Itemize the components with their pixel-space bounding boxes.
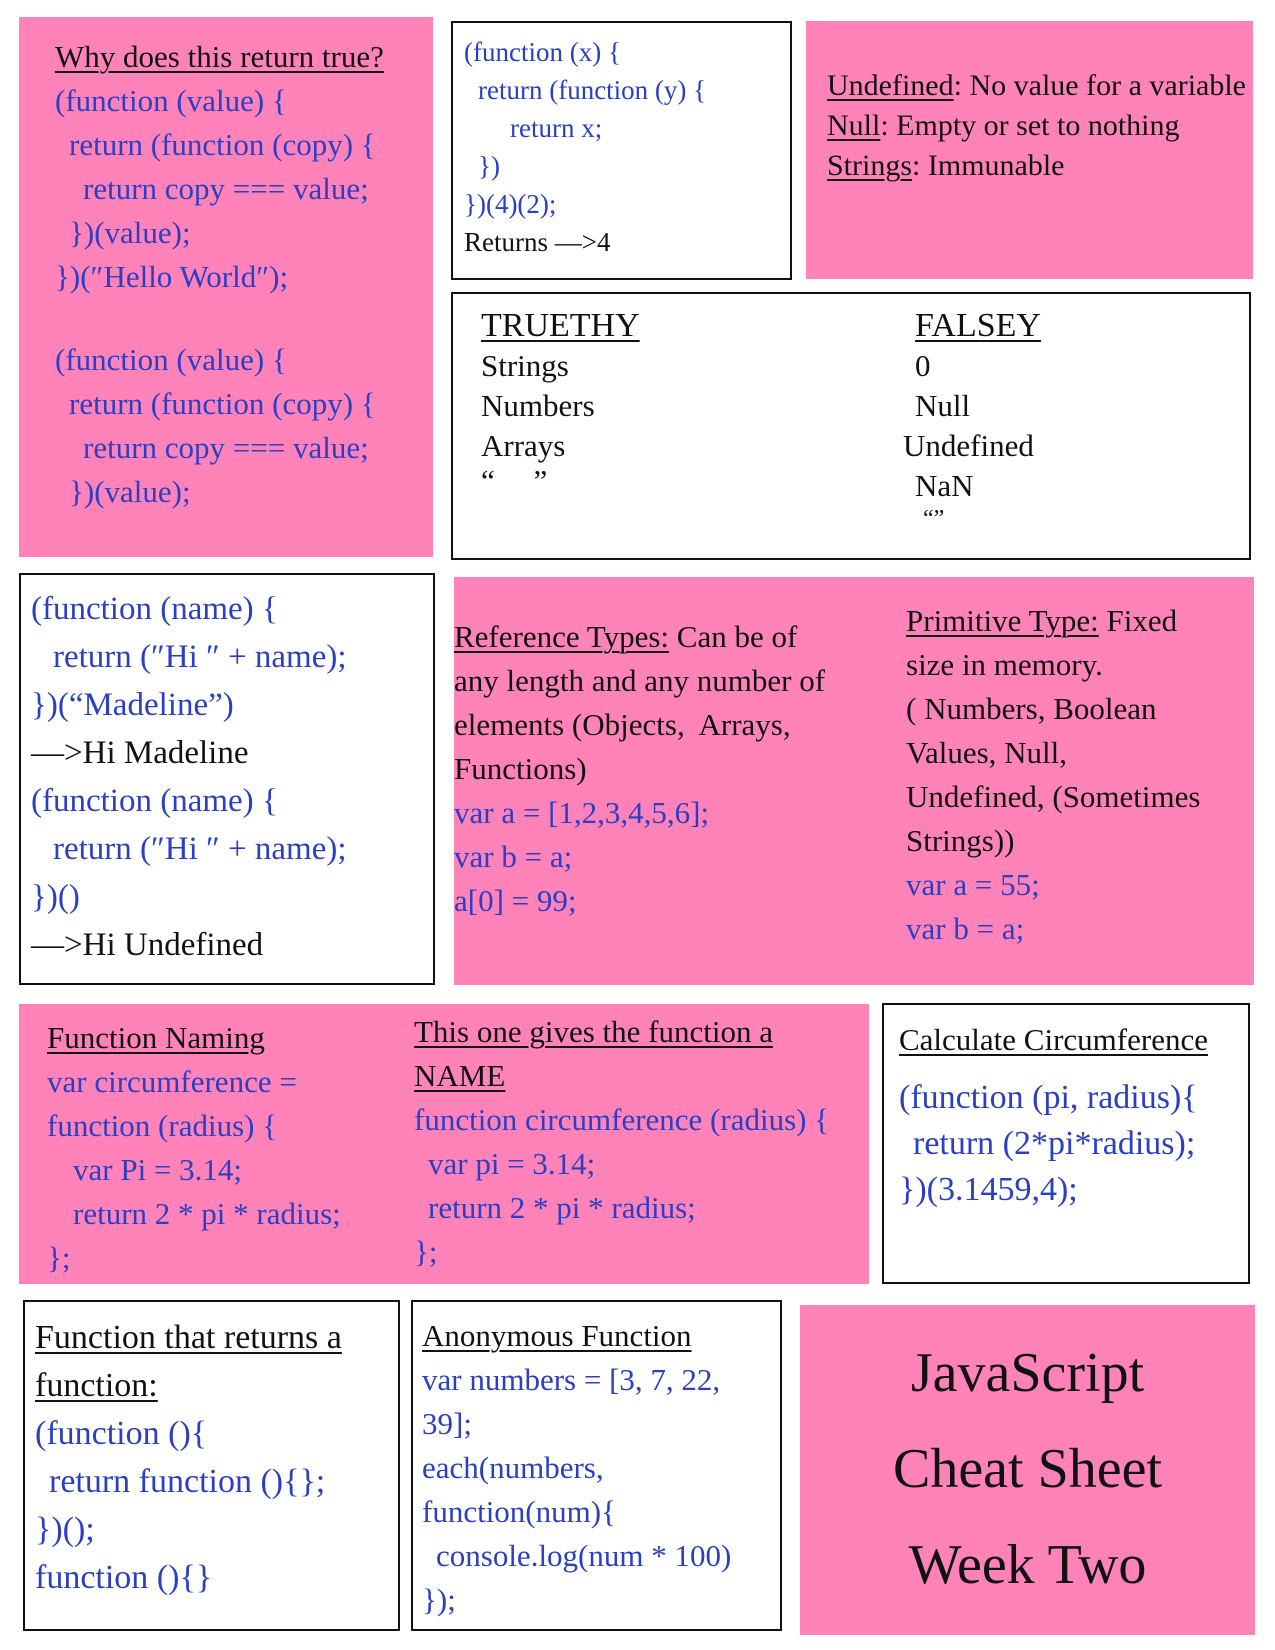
truthy-item: Strings (481, 348, 569, 383)
definition-item (827, 146, 1253, 186)
code-line: each(numbers, (422, 1450, 604, 1485)
definition-term: Undefined (827, 69, 954, 102)
page-subtitle: Cheat Sheet (892, 1438, 1163, 1500)
code-line: }) (478, 151, 500, 181)
truthy-item: Arrays (481, 428, 566, 463)
function-naming-title: Function Naming (47, 1020, 265, 1055)
code-line: 39]; (422, 1406, 472, 1441)
code-line: return copy === value; (83, 430, 369, 465)
code-line: function(num){ (422, 1494, 616, 1529)
code-line: }; (414, 1234, 438, 1269)
primitive-type-text: Values, Null, (906, 735, 1068, 770)
falsey-item: Null (915, 388, 971, 423)
code-line: })(4)(2); (464, 189, 557, 219)
code-line: })(″Hello World″); (55, 259, 289, 294)
falsey-item: NaN (915, 468, 974, 503)
calculate-circumference-panel (882, 1003, 1250, 1284)
code-line: (function (pi, radius){ (899, 1079, 1198, 1116)
result-text: function (){} (35, 1559, 213, 1596)
code-line: (function (value) { (55, 342, 287, 377)
result-text: Returns —>4 (464, 227, 611, 257)
function-returns-function-panel (23, 1300, 400, 1631)
name-function-panel (19, 573, 435, 985)
code-line: (function (name) { (31, 591, 278, 627)
code-line: return (″Hi ″ + name); (53, 639, 347, 675)
definition-term: Strings (827, 149, 913, 182)
reference-types-title: Reference Types: (454, 619, 670, 654)
code-line: var a = [1,2,3,4,5,6]; (454, 795, 710, 830)
code-line: (function (value) { (55, 83, 287, 118)
anonymous-function-panel (411, 1300, 782, 1631)
definition-text: : Immunable (912, 149, 1065, 182)
primitive-type-text: ( Numbers, Boolean (906, 691, 1157, 726)
panel-heading: Function that returns a (35, 1319, 342, 1356)
code-line: var a = 55; (906, 867, 1040, 902)
panel-heading: Calculate Circumference (899, 1022, 1208, 1057)
code-line: var Pi = 3.14; (73, 1152, 243, 1187)
falsey-item: 0 (915, 348, 931, 383)
definition-text: : Empty or set to nothing (880, 109, 1180, 142)
primitive-type-column (906, 599, 1200, 951)
primitive-type-text: Primitive Type: Fixed (906, 603, 1178, 638)
code-line: })(value); (69, 474, 191, 509)
truthy-falsey-panel (451, 292, 1251, 560)
code-line: var pi = 3.14; (428, 1146, 596, 1181)
types-panel (454, 577, 1254, 985)
why-true-panel (19, 17, 433, 557)
truthy-item: Numbers (481, 388, 595, 423)
code-line: return 2 * pi * radius; (428, 1190, 696, 1225)
code-line: (function (name) { (31, 783, 278, 819)
code-line: }; (47, 1240, 71, 1275)
definitions-panel (806, 21, 1253, 279)
code-line: a[0] = 99; (454, 883, 577, 918)
definition-item (827, 106, 1253, 146)
panel-heading: function: (35, 1367, 158, 1404)
panel-heading: Why does this return true? (55, 39, 384, 74)
code-line: return (2*pi*radius); (913, 1125, 1196, 1162)
falsey-item: “” (923, 506, 945, 532)
truthy-column (481, 306, 640, 496)
falsey-item: Undefined (903, 428, 1034, 463)
code-line: })() (31, 879, 80, 915)
page-subtitle: Week Two (908, 1534, 1147, 1596)
panel-heading: Anonymous Function (422, 1318, 692, 1353)
code-line: return copy === value; (83, 171, 369, 206)
code-line: var b = a; (454, 839, 573, 874)
code-line: return 2 * pi * radius; (73, 1196, 341, 1231)
reference-types-text: Reference Types: Can be of (454, 619, 798, 654)
primitive-type-text: size in memory. (906, 647, 1103, 682)
code-line: (function (x) { (464, 37, 621, 67)
definition-term: Null (827, 109, 881, 142)
reference-types-text: any length and any number of (454, 663, 826, 698)
code-line: return (function (copy) { (69, 386, 376, 421)
function-naming-column (47, 1016, 341, 1280)
code-line: function (radius) { (47, 1108, 278, 1143)
code-line: }); (422, 1582, 456, 1617)
reference-types-text: elements (Objects, Arrays, (454, 707, 791, 742)
code-line: return (″Hi ″ + name); (53, 831, 347, 867)
falsey-title: FALSEY (915, 307, 1041, 344)
code-line: return (function (y) { (478, 75, 707, 105)
code-line: return x; (510, 113, 603, 143)
named-function-title: NAME (414, 1058, 506, 1093)
page-title: JavaScript (910, 1342, 1145, 1404)
code-line: return function (){}; (49, 1463, 326, 1500)
code-line: var circumference = (47, 1064, 297, 1099)
result-text: —>Hi Undefined (31, 927, 264, 963)
code-line: (function (){ (35, 1415, 208, 1452)
primitive-type-title: Primitive Type: (906, 603, 1099, 638)
curried-function-panel (451, 21, 792, 280)
title-panel (800, 1305, 1255, 1635)
reference-types-column (454, 615, 844, 923)
code-line: })(); (35, 1511, 95, 1548)
code-line: })(3.1459,4); (899, 1171, 1078, 1208)
falsey-column (903, 306, 1041, 532)
definition-item (827, 66, 1253, 106)
function-naming-panel (19, 1004, 869, 1284)
primitive-type-text: Strings)) (906, 823, 1015, 858)
result-text: —>Hi Madeline (31, 735, 249, 771)
code-line: function circumference (radius) { (414, 1102, 830, 1137)
reference-types-text: Functions) (454, 751, 587, 786)
code-line: console.log(num * 100) (436, 1538, 732, 1573)
code-line: var numbers = [3, 7, 22, (422, 1362, 721, 1397)
code-line: var b = a; (906, 911, 1025, 946)
named-function-column (414, 1010, 829, 1274)
named-function-title: This one gives the function a (414, 1014, 773, 1049)
definition-text: : No value for a variable (953, 69, 1246, 102)
truthy-item: “ ” (481, 463, 548, 498)
truthy-title: TRUETHY (481, 307, 640, 344)
code-line: return (function (copy) { (69, 127, 376, 162)
primitive-type-text: Undefined, (Sometimes (906, 779, 1201, 814)
code-line: })(value); (69, 215, 191, 250)
code-line: })(“Madeline”) (31, 687, 234, 723)
